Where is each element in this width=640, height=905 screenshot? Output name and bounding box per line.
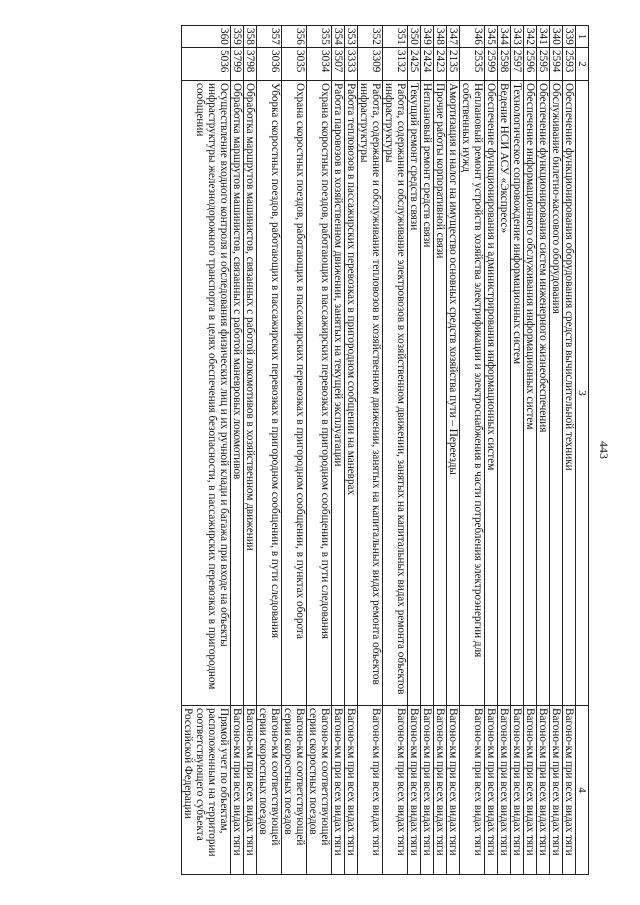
row-unit: Вагоно-км соответствующей серии скоростных поездов	[307, 706, 332, 875]
row-unit: Вагоно-км при всех видах тяги	[563, 706, 576, 875]
table-row	[345, 26, 358, 875]
row-name: Осуществление входного контроля и обследования физических лиц и их ручной клади и багажа при входе на объекты инфраструктуры железнодорожного транспорта в целях обеспечения безопасности, в пассажирских перевозках в пригородном сообщении	[182, 81, 231, 706]
table-row	[498, 26, 511, 875]
table-row	[358, 26, 383, 875]
header-col-4: 4	[576, 706, 589, 875]
row-unit: Вагоно-км при всех видах тяги	[511, 706, 524, 875]
row-code: 2593	[563, 48, 576, 81]
row-code: 2597	[511, 48, 524, 81]
row-code: 3132	[383, 48, 408, 81]
row-code: 2423	[434, 48, 447, 81]
row-unit: Вагоно-км при всех видах тяги	[231, 706, 244, 875]
table-row	[408, 26, 421, 875]
row-number: 342	[524, 26, 537, 48]
row-code: 2135	[447, 48, 460, 81]
row-unit: Вагоно-км при всех видах тяги	[434, 706, 447, 875]
table-row	[421, 26, 434, 875]
row-unit: Вагоно-км при всех видах тяги	[460, 706, 485, 875]
row-name: Обеспечение информационного обслуживания информационных систем	[524, 81, 537, 706]
row-name: Охрана скоростных поездов, работающих в пассажирских перевозках в пригородном сообщении, в пути следования	[307, 81, 332, 706]
table-row	[182, 26, 231, 875]
table-row	[257, 26, 282, 875]
row-code: 2598	[498, 48, 511, 81]
row-unit: Вагоно-км при всех видах тяги	[244, 706, 257, 875]
header-col-2: 2	[576, 48, 589, 81]
row-code: 2535	[460, 48, 485, 81]
row-code: 2599	[485, 48, 498, 81]
row-name: Неплановый ремонт средств связи	[421, 81, 434, 706]
row-code: 2425	[408, 48, 421, 81]
row-number: 358	[244, 26, 257, 48]
row-name: Обслуживание билетно-кассового оборудования	[550, 81, 563, 706]
row-name: Работа, содержание и обслуживание тепловозов в хозяйственном движении, занятых на капитальных видах ремонта объектов инфраструктуры	[358, 81, 383, 706]
row-code: 3034	[307, 48, 332, 81]
table-row	[460, 26, 485, 875]
row-number: 357	[257, 26, 282, 48]
row-unit: Вагоно-км при всех видах тяги	[358, 706, 383, 875]
row-code: 2424	[421, 48, 434, 81]
row-name: Обработка маршрутов машинистов, связанных с работой локомотивов в хозяйственном движении	[244, 81, 257, 706]
row-unit: Вагоно-км при всех видах тяги	[485, 706, 498, 875]
row-code: 3035	[282, 48, 307, 81]
row-code: 2595	[537, 48, 550, 81]
row-number: 354	[332, 26, 345, 48]
row-number: 351	[383, 26, 408, 48]
row-unit: Вагоно-км соответствующей серии скоростных поездов	[282, 706, 307, 875]
row-unit: Вагоно-км при всех видах тяги	[383, 706, 408, 875]
row-number: 346	[460, 26, 485, 48]
table-row	[563, 26, 576, 875]
row-code: 3798	[244, 48, 257, 81]
table-row	[524, 26, 537, 875]
row-number: 353	[345, 26, 358, 48]
table-row	[307, 26, 332, 875]
header-col-3: 3	[576, 81, 589, 706]
table-row	[537, 26, 550, 875]
row-code: 3507	[332, 48, 345, 81]
table-row	[231, 26, 244, 875]
page-number: 443	[597, 441, 611, 459]
row-unit: Вагоно-км при всех видах тяги	[421, 706, 434, 875]
row-code: 5036	[182, 48, 231, 81]
table-row	[282, 26, 307, 875]
row-number: 341	[537, 26, 550, 48]
table-header-row	[576, 26, 589, 875]
row-unit: Вагоно-км при всех видах тяги	[498, 706, 511, 875]
row-unit: Вагоно-км при всех видах тяги	[550, 706, 563, 875]
row-name: Прочие работы корпоративной связи	[434, 81, 447, 706]
header-col-1: 1	[576, 26, 589, 48]
row-name: Ведение НСИ АСУ «Экспресс»	[498, 81, 511, 706]
table-row	[383, 26, 408, 875]
row-unit: Вагоно-км при всех видах тяги	[345, 706, 358, 875]
rotated-table-wrapper	[29, 25, 589, 875]
row-name: Работа, содержание и обслуживание электровозов в хозяйственном движении, занятых на капитальных видах ремонта объектов инфраструктуры	[383, 81, 408, 706]
row-name: Охрана скоростных поездов, работающих в пассажирских перевозках в пригородном сообщении, в пунктах оборота	[282, 81, 307, 706]
row-name: Амортизация и налог на имущество основных средств хозяйства пути – Переезды	[447, 81, 460, 706]
row-unit: Прямой учет по объектам, расположенным на территории соответствующего субъекта Российской Федерации	[182, 706, 231, 875]
row-number: 348	[434, 26, 447, 48]
row-code: 3799	[231, 48, 244, 81]
row-code: 2594	[550, 48, 563, 81]
row-number: 340	[550, 26, 563, 48]
row-unit: Вагоно-км при всех видах тяги	[524, 706, 537, 875]
row-name: Работа паровозов в хозяйственном движении, занятых на текущей эксплуатации	[332, 81, 345, 706]
table-row	[485, 26, 498, 875]
row-unit: Вагоно-км при всех видах тяги	[332, 706, 345, 875]
row-number: 350	[408, 26, 421, 48]
row-number: 344	[498, 26, 511, 48]
cost-items-table	[181, 25, 589, 875]
row-name: Обеспечение функционирования систем инженерного жизнеобеспечения	[537, 81, 550, 706]
table-row	[447, 26, 460, 875]
row-name: Обеспечение функционирования и администрирования информационных систем	[485, 81, 498, 706]
row-number: 343	[511, 26, 524, 48]
row-code: 3309	[358, 48, 383, 81]
row-name: Текущий ремонт средств связи	[408, 81, 421, 706]
row-number: 360	[182, 26, 231, 48]
row-unit: Вагоно-км соответствующей серии скоростных поездов	[257, 706, 282, 875]
row-name: Технологическое сопровождение информационных систем	[511, 81, 524, 706]
table-row	[434, 26, 447, 875]
row-code: 2596	[524, 48, 537, 81]
table-row	[332, 26, 345, 875]
table-row	[511, 26, 524, 875]
row-name: Обеспечение функционирования оборудования средств вычислительной техники	[563, 81, 576, 706]
table-row	[244, 26, 257, 875]
row-number: 359	[231, 26, 244, 48]
row-unit: Вагоно-км при всех видах тяги	[408, 706, 421, 875]
row-number: 347	[447, 26, 460, 48]
row-number: 356	[282, 26, 307, 48]
row-unit: Вагоно-км при всех видах тяги	[447, 706, 460, 875]
row-code: 3333	[345, 48, 358, 81]
row-name: Обработка маршрутов машинистов, связанных с работой маневровых локомотивов	[231, 81, 244, 706]
row-number: 355	[307, 26, 332, 48]
row-name: Неплановый ремонт устройств хозяйства электрификации и электроснабжения в части потребления электроэнергии для собственных нужд	[460, 81, 485, 706]
row-number: 349	[421, 26, 434, 48]
row-name: Уборка скоростных поездов, работающих в пассажирских перевозках в пригородном сообщении, в пути следования	[257, 81, 282, 706]
row-number: 345	[485, 26, 498, 48]
row-unit: Вагоно-км при всех видах тяги	[537, 706, 550, 875]
row-code: 3036	[257, 48, 282, 81]
row-number: 339	[563, 26, 576, 48]
row-number: 352	[358, 26, 383, 48]
row-name: Работа тепловозов в пассажирских перевозках в пригородном сообщении на маневрах	[345, 81, 358, 706]
table-row	[550, 26, 563, 875]
